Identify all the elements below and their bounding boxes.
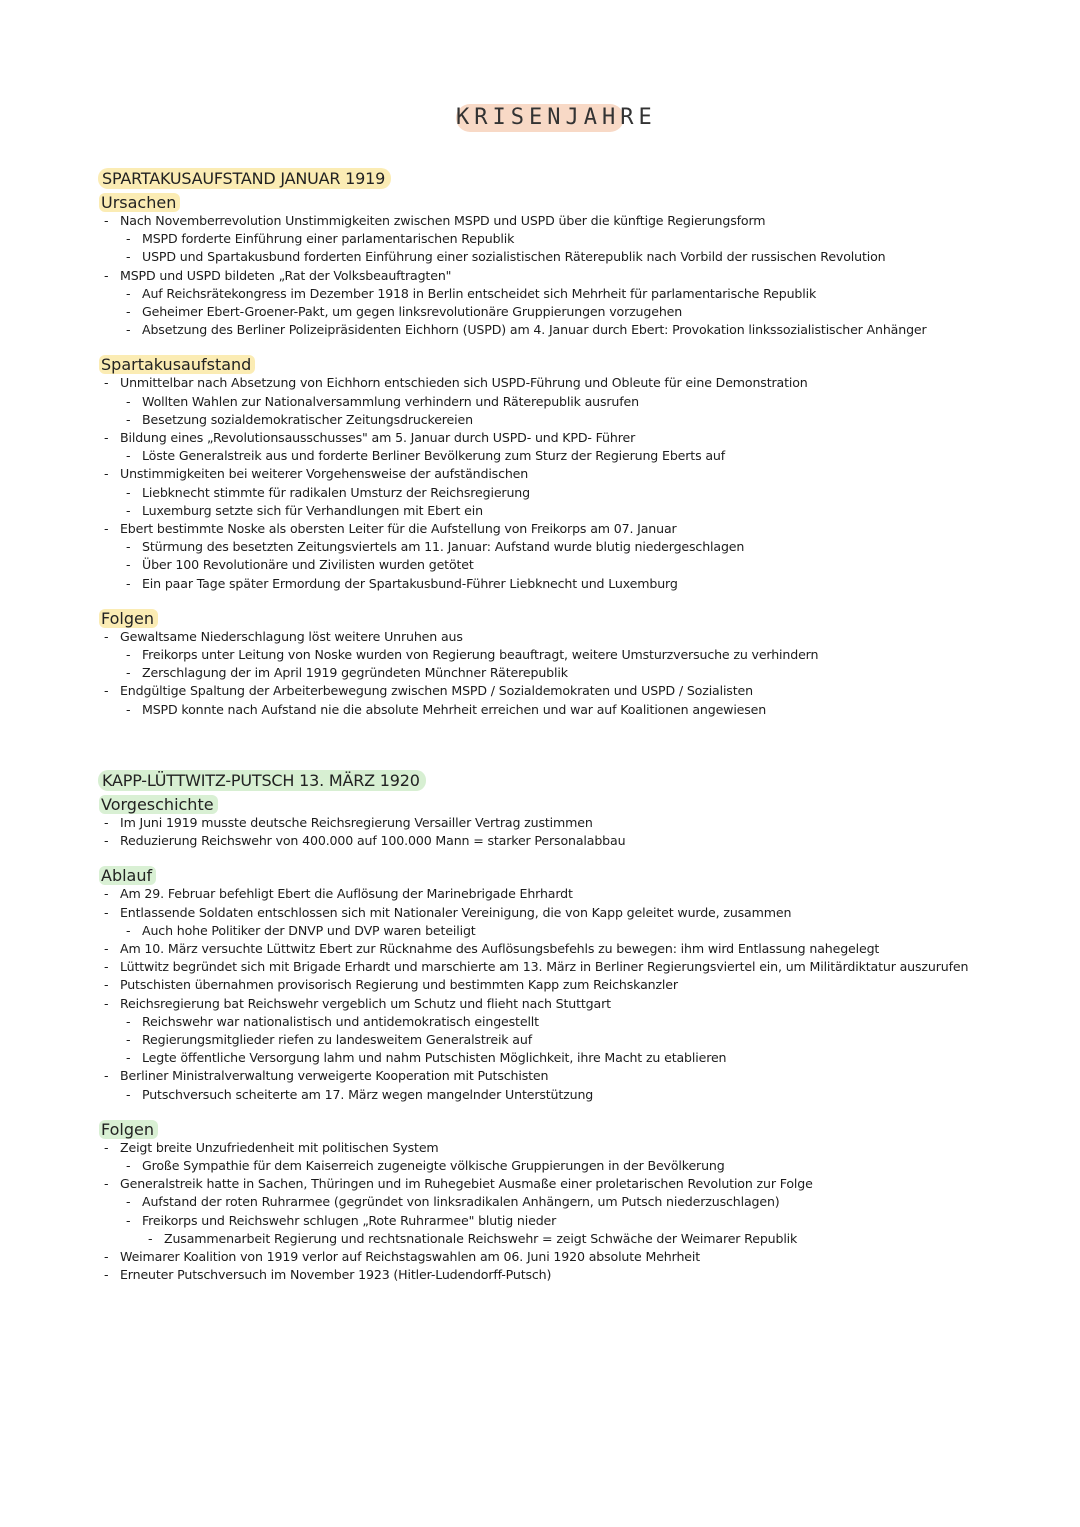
section-heading: KAPP-LÜTTWITZ-PUTSCH 13. MÄRZ 1920 [98, 770, 426, 791]
list-item: - Reichsregierung bat Reichswehr vergeblich um Schutz und flieht nach Stuttgart [100, 995, 968, 1013]
list-item: - Luxemburg setzte sich für Verhandlungen mit Ebert ein [100, 502, 927, 520]
bullet-list [100, 212, 927, 339]
list-item: - MSPD und USPD bildeten „Rat der Volksbeauftragten" [100, 267, 927, 285]
list-item: - Am 10. März versuchte Lüttwitz Ebert zur Rücknahme des Auflösungsbefehls zu bewegen: ihm wird Entlassung nahegelegt [100, 940, 968, 958]
list-item: - Regierungsmitglieder riefen zu landesweitem Generalstreik auf [100, 1031, 968, 1049]
list-item: - Große Sympathie für dem Kaiserreich zugeneigte völkische Gruppierungen in der Bevölkerung [100, 1157, 968, 1175]
subsection [100, 862, 968, 1103]
bullet-list [100, 628, 927, 719]
list-item: - Reduzierung Reichswehr von 400.000 auf 100.000 Mann = starker Personalabbau [100, 832, 968, 850]
subsection-heading: Vorgeschichte [99, 795, 218, 814]
list-item: - Wollten Wahlen zur Nationalversammlung verhindern und Räterepublik ausrufen [100, 393, 927, 411]
list-item: - Nach Novemberrevolution Unstimmigkeiten zwischen MSPD und USPD über die künftige Regierungsform [100, 212, 927, 230]
bullet-list [100, 374, 927, 592]
bullet-list [100, 1139, 968, 1285]
list-item: - Ebert bestimmte Noske als obersten Leiter für die Aufstellung von Freikorps am 07. Januar [100, 520, 927, 538]
subsection-heading: Folgen [99, 609, 158, 628]
list-item: - Ein paar Tage später Ermordung der Spartakusbund-Führer Liebknecht und Luxemburg [100, 575, 927, 593]
list-item: - Putschversuch scheiterte am 17. März wegen mangelnder Unterstützung [100, 1086, 968, 1104]
list-item: - MSPD forderte Einführung einer parlamentarischen Republik [100, 230, 927, 248]
bullet-list [100, 885, 968, 1103]
subsection [100, 189, 927, 339]
list-item: - Geheimer Ebert-Groener-Pakt, um gegen linksrevolutionäre Gruppierungen vorzugehen [100, 303, 927, 321]
subsection [100, 791, 968, 850]
list-item: - Freikorps und Reichswehr schlugen „Rote Ruhrarmee" blutig nieder [100, 1212, 968, 1230]
list-item: - Unstimmigkeiten bei weiterer Vorgehensweise der aufständischen [100, 465, 927, 483]
bullet-list [100, 814, 968, 850]
list-item: - Bildung eines „Revolutionsausschusses" am 5. Januar durch USPD- und KPD- Führer [100, 429, 927, 447]
list-item: - Löste Generalstreik aus und forderte Berliner Bevölkerung zum Sturz der Regierung Eberts auf [100, 447, 927, 465]
section-spartakusaufstand [100, 168, 927, 719]
list-item: - MSPD konnte nach Aufstand nie die absolute Mehrheit erreichen und war auf Koalitionen angewiesen [100, 701, 927, 719]
subsection-heading: Spartakusaufstand [99, 355, 255, 374]
subsection-heading: Folgen [99, 1120, 158, 1139]
list-item: - Besetzung sozialdemokratischer Zeitungsdruckereien [100, 411, 927, 429]
section-kapp-putsch [100, 770, 968, 1284]
subsection [100, 1116, 968, 1285]
list-item: - Erneuter Putschversuch im November 1923 (Hitler-Ludendorff-Putsch) [100, 1266, 968, 1284]
section-heading: SPARTAKUSAUFSTAND JANUAR 1919 [98, 168, 391, 189]
list-item: - Zerschlagung der im April 1919 gegründeten Münchner Räterepublik [100, 664, 927, 682]
list-item: - Auch hohe Politiker der DNVP und DVP waren beteiligt [100, 922, 968, 940]
list-item: - Im Juni 1919 musste deutsche Reichsregierung Versailler Vertrag zustimmen [100, 814, 968, 832]
page-title: KRISENJAHRE [456, 105, 657, 130]
list-item: - Über 100 Revolutionäre und Zivilisten wurden getötet [100, 556, 927, 574]
list-item: - Stürmung des besetzten Zeitungsviertels am 11. Januar: Aufstand wurde blutig niedergeschlagen [100, 538, 927, 556]
list-item: - Lüttwitz begründet sich mit Brigade Erhardt und marschierte am 13. März in Berliner Regierungsviertel ein, um Militärdiktatur auszurufen [100, 958, 968, 976]
list-item: - Weimarer Koalition von 1919 verlor auf Reichstagswahlen am 06. Juni 1920 absolute Mehrheit [100, 1248, 968, 1266]
list-item: - Aufstand der roten Ruhrarmee (gegründet von linksradikalen Anhängern, um Putsch niederzuschlagen) [100, 1193, 968, 1211]
list-item: - Zusammenarbeit Regierung und rechtsnationale Reichswehr = zeigt Schwäche der Weimarer Republik [100, 1230, 968, 1248]
list-item: - USPD und Spartakusbund forderten Einführung einer sozialistischen Räterepublik nach Vorbild der russischen Revolution [100, 248, 927, 266]
list-item: - Gewaltsame Niederschlagung löst weitere Unruhen aus [100, 628, 927, 646]
list-item: - Am 29. Februar befehligt Ebert die Auflösung der Marinebrigade Ehrhardt [100, 885, 968, 903]
list-item: - Absetzung des Berliner Polizeipräsidenten Eichhorn (USPD) am 4. Januar durch Ebert: Provokation linkssozialistischer Anhänger [100, 321, 927, 339]
subsection [100, 605, 927, 719]
list-item: - Zeigt breite Unzufriedenheit mit politischen System [100, 1139, 968, 1157]
list-item: - Putschisten übernahmen provisorisch Regierung und bestimmten Kapp zum Reichskanzler [100, 976, 968, 994]
list-item: - Endgültige Spaltung der Arbeiterbewegung zwischen MSPD / Sozialdemokraten und USPD / Sozialisten [100, 682, 927, 700]
list-item: - Auf Reichsrätekongress im Dezember 1918 in Berlin entscheidet sich Mehrheit für parlamentarische Republik [100, 285, 927, 303]
list-item: - Legte öffentliche Versorgung lahm und nahm Putschisten Möglichkeit, ihre Macht zu etablieren [100, 1049, 968, 1067]
list-item: - Reichswehr war nationalistisch und antidemokratisch eingestellt [100, 1013, 968, 1031]
subsection-heading: Ursachen [99, 193, 180, 212]
list-item: - Freikorps unter Leitung von Noske wurden von Regierung beauftragt, weitere Umsturzversuche zu verhindern [100, 646, 927, 664]
list-item: - Berliner Ministralverwaltung verweigerte Kooperation mit Putschisten [100, 1067, 968, 1085]
list-item: - Liebknecht stimmte für radikalen Umsturz der Reichsregierung [100, 484, 927, 502]
list-item: - Unmittelbar nach Absetzung von Eichhorn entschieden sich USPD-Führung und Obleute für eine Demonstration [100, 374, 927, 392]
list-item: - Entlassende Soldaten entschlossen sich mit Nationaler Vereinigung, die von Kapp geleitet wurde, zusammen [100, 904, 968, 922]
subsection [100, 351, 927, 592]
list-item: - Generalstreik hatte in Sachen, Thüringen und im Ruhegebiet Ausmaße einer proletarischen Revolution zur Folge [100, 1175, 968, 1193]
subsection-heading: Ablauf [99, 866, 156, 885]
